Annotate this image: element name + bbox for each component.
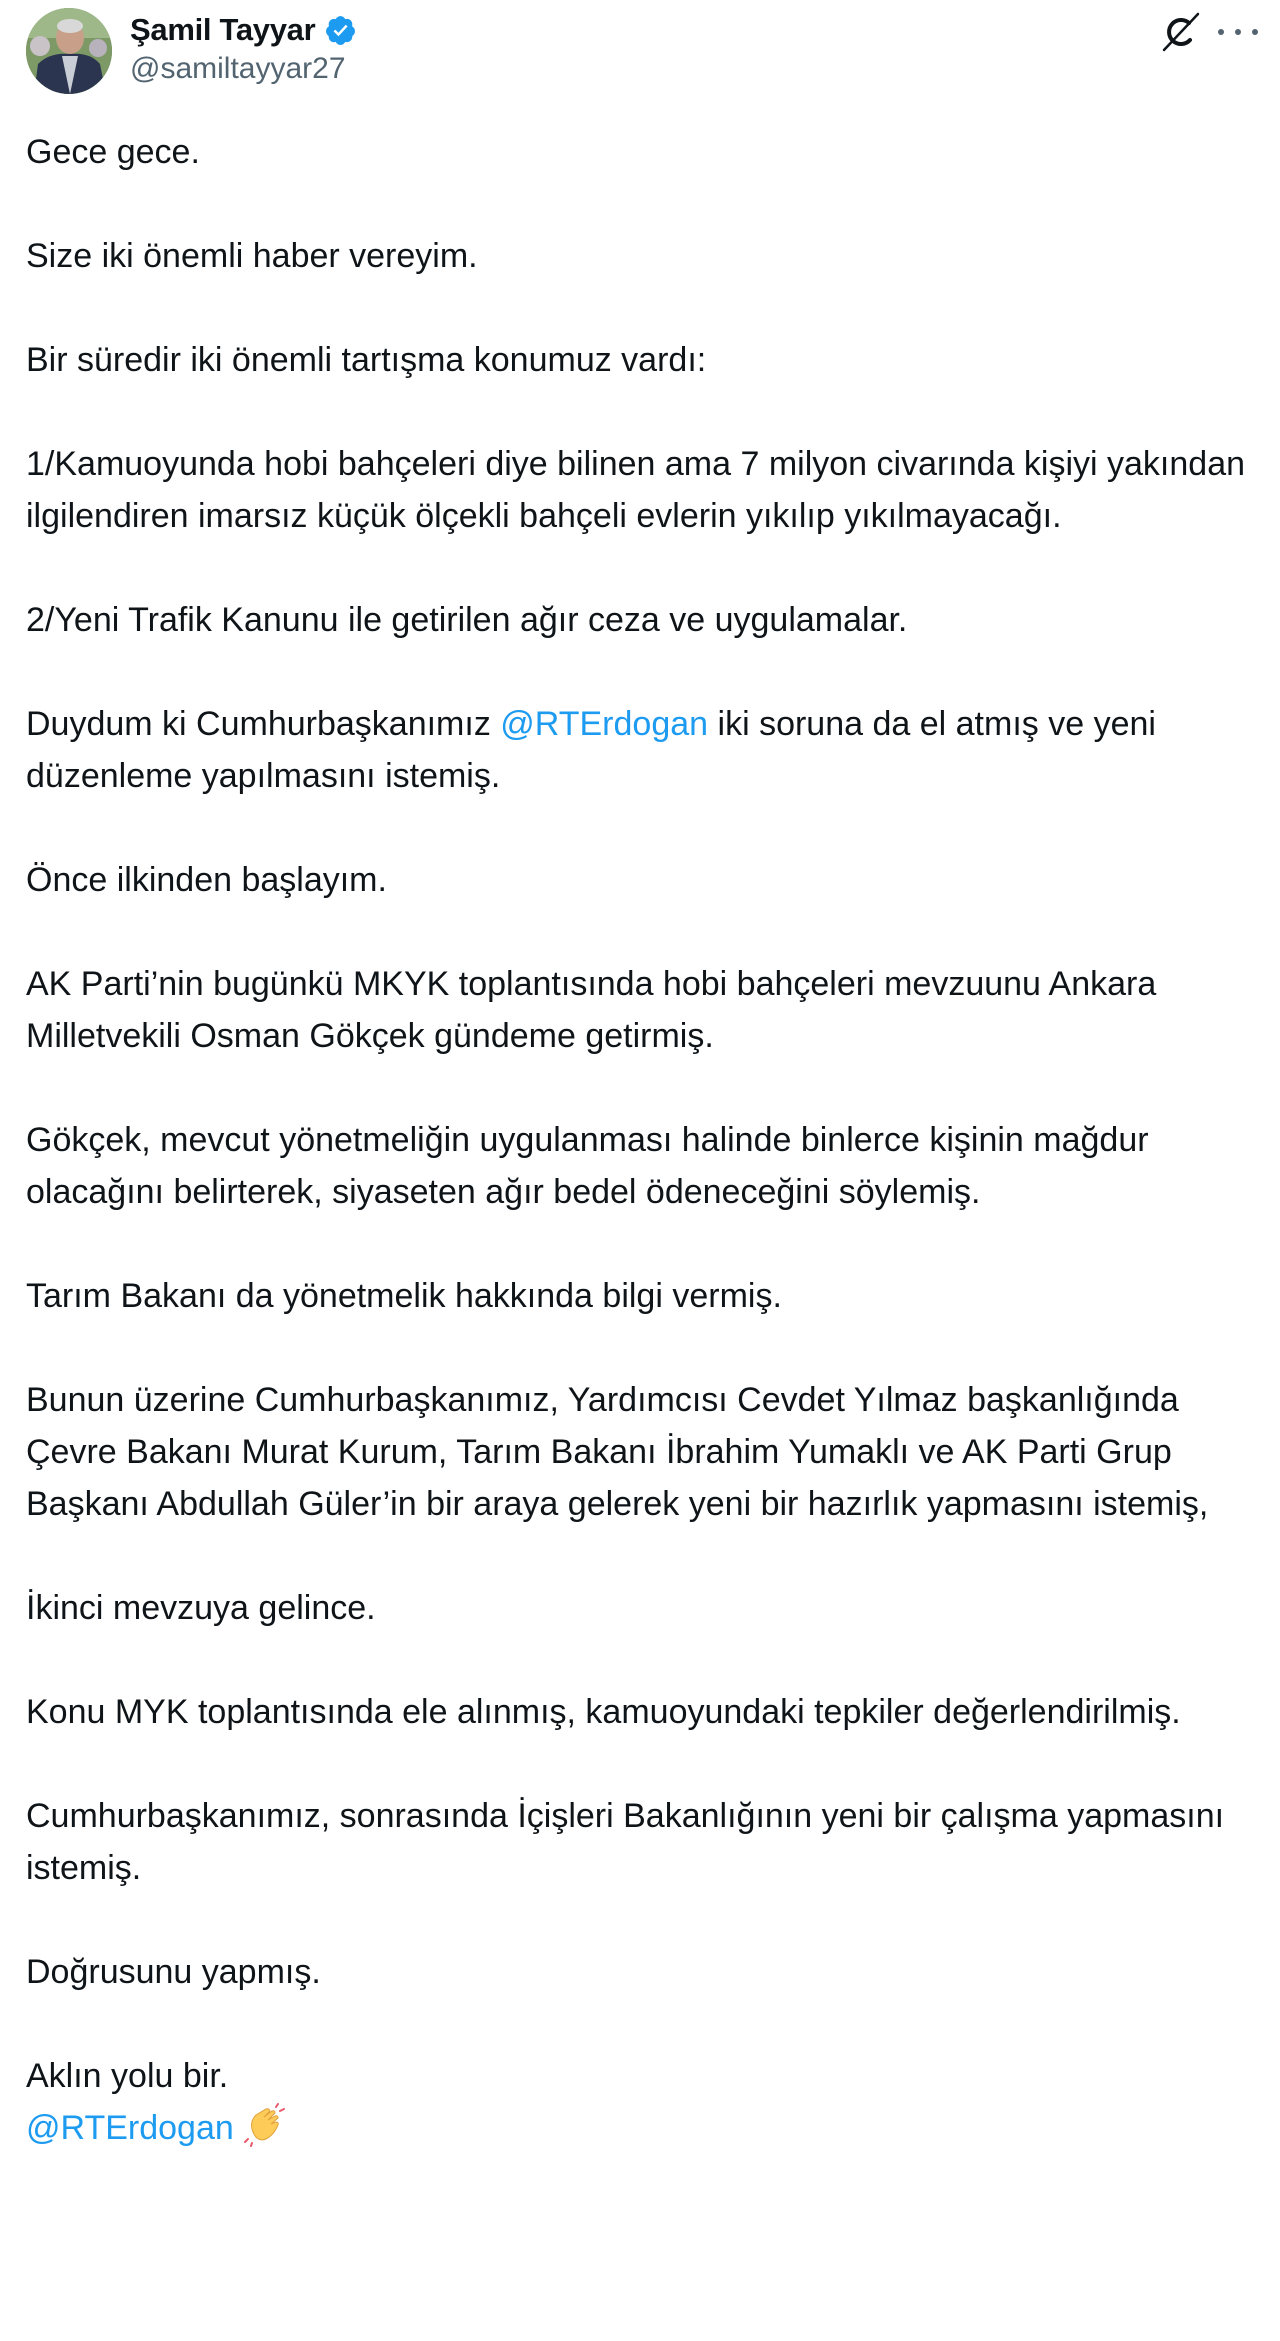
tweet-paragraph	[26, 2102, 1256, 2154]
tweet-paragraph: AK Parti’nin bugünkü MKYK toplantısında hobi bahçeleri mevzuunu Ankara Milletvekili Osman Gökçek gündeme getirmiş.	[26, 965, 1157, 1055]
tweet-paragraph: Konu MYK toplantısında ele alınmış, kamuoyundaki tepkiler değerlendirilmiş.	[26, 1693, 1181, 1731]
mention-link[interactable]: @RTErdogan	[26, 2109, 234, 2147]
tweet-paragraph: Size iki önemli haber vereyim.	[26, 237, 478, 275]
tweet-paragraph: Doğrusunu yapmış.	[26, 1953, 321, 1991]
grok-icon[interactable]	[1158, 10, 1202, 54]
tweet-header	[0, 0, 1280, 110]
tweet-paragraph: Gökçek, mevcut yönetmeliğin uygulanması halinde binlerce kişinin mağdur olacağını belirterek, siyaseten ağır bedel ödeneceğini söylemiş.	[26, 1121, 1149, 1211]
tweet-paragraph: Bir süredir iki önemli tartışma konumuz vardı:	[26, 341, 707, 379]
tweet-paragraph: Gece gece.	[26, 133, 200, 171]
author-name-row	[130, 10, 357, 50]
more-options-icon[interactable]	[1218, 18, 1258, 46]
tweet-paragraph	[26, 698, 1256, 802]
tweet-paragraph: 2/Yeni Trafik Kanunu ile getirilen ağır ceza ve uygulamalar.	[26, 601, 908, 639]
verified-badge-icon	[324, 14, 357, 47]
dot	[1218, 29, 1224, 35]
mention-link[interactable]: @RTErdogan	[500, 705, 709, 743]
tweet-paragraph: Aklın yolu bir.	[26, 2057, 229, 2095]
tweet-paragraph: 1/Kamuoyunda hobi bahçeleri diye bilinen ama 7 milyon civarında kişiyi yakından ilgilendiren imarsız küçük ölçekli bahçeli evlerin yıkılıp yıkılmayacağı.	[26, 445, 1246, 535]
author-handle[interactable]: @samiltayyar27	[130, 52, 346, 85]
clapping-hands-icon	[242, 2103, 286, 2147]
tweet-text	[26, 126, 1256, 2154]
tweet-paragraph: İkinci mevzuya gelince.	[26, 1589, 376, 1627]
tweet-paragraph: Bunun üzerine Cumhurbaşkanımız, Yardımcısı Cevdet Yılmaz başkanlığında Çevre Bakanı Murat Kurum, Tarım Bakanı İbrahim Yumaklı ve AK Parti Grup Başkanı Abdullah Güler’in bir araya gelerek yeni bir hazırlık yapmasını istemiş,	[26, 1381, 1209, 1523]
dot	[1252, 29, 1258, 35]
text-span: Duydum ki Cumhurbaşkanımız	[26, 705, 501, 743]
author-name[interactable]: Şamil Tayyar	[130, 12, 316, 47]
author-avatar[interactable]	[26, 8, 112, 94]
dot	[1235, 29, 1241, 35]
avatar-photo-icon	[26, 8, 112, 94]
text-span: iki soruna da el atmış ve yeni düzenleme yapılmasını istemiş.	[26, 705, 1156, 795]
tweet-paragraph: Tarım Bakanı da yönetmelik hakkında bilgi vermiş.	[26, 1277, 782, 1315]
tweet-paragraph: Cumhurbaşkanımız, sonrasında İçişleri Bakanlığının yeni bir çalışma yapmasını istemiş.	[26, 1797, 1225, 1887]
tweet-paragraph: Önce ilkinden başlayım.	[26, 861, 387, 899]
